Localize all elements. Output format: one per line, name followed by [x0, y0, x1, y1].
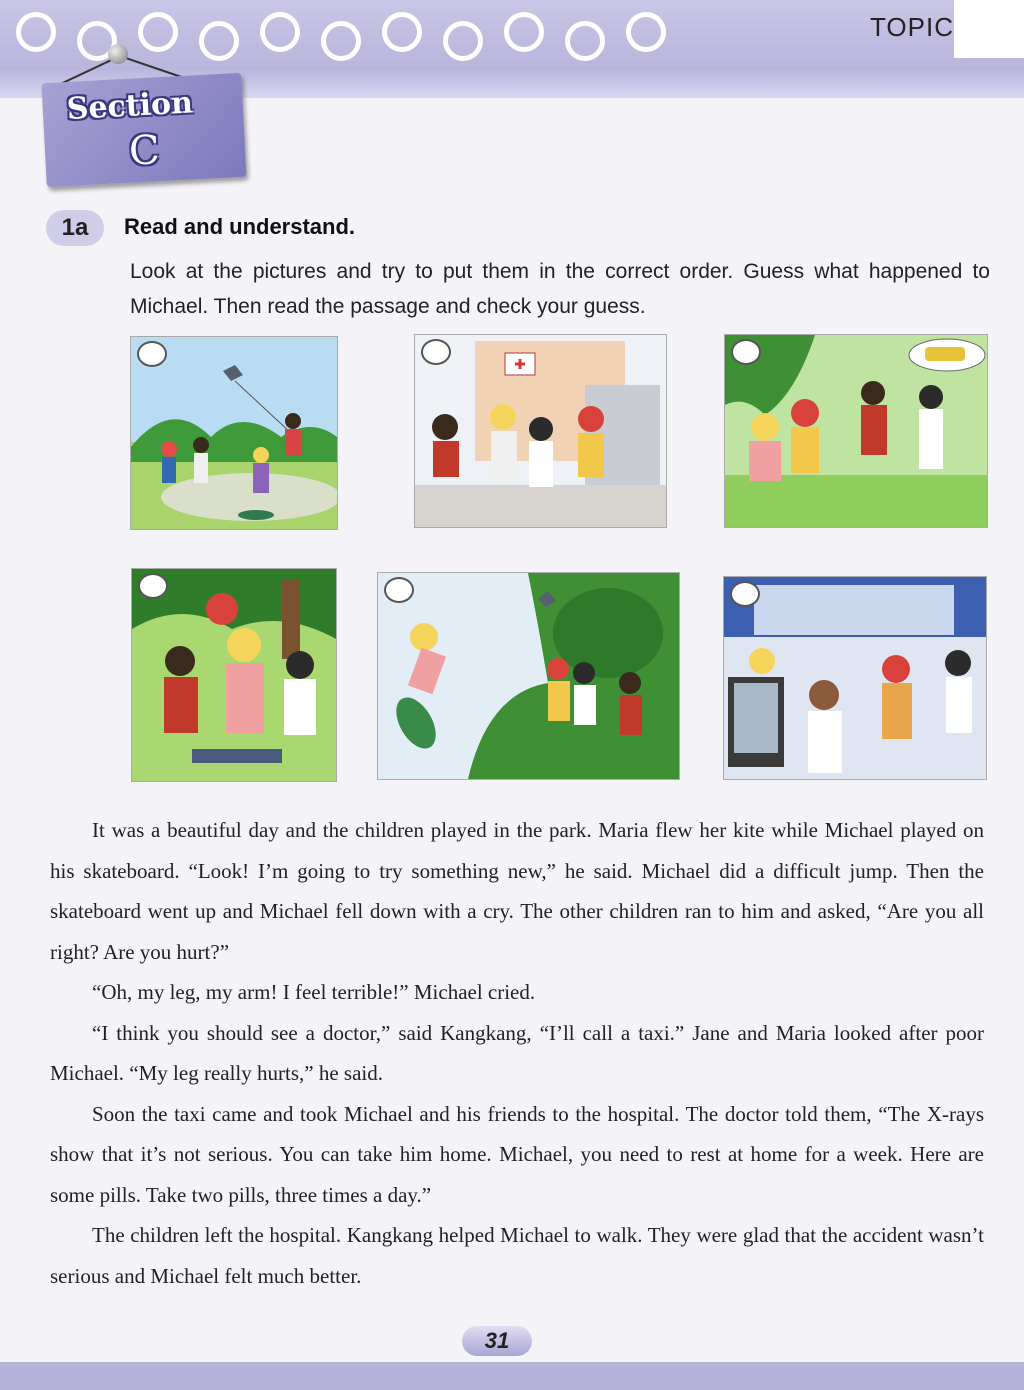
passage-paragraph: Soon the taxi came and took Michael and his friends to the hospital. The doctor told them, “The X-rays show that it’s not serious. You can take him home. Michael, you need to rest at home for a week. Here are some pills. Take two pills, three times a day.” — [50, 1101, 984, 1207]
picture-calling-taxi — [724, 334, 988, 528]
passage-paragraph: The children left the hospital. Kangkang helped Michael to walk. They were glad that the accident wasn’t serious and Michael felt much better. — [50, 1223, 984, 1288]
answer-circle[interactable] — [731, 339, 761, 365]
picture-leaving-hospital — [414, 334, 667, 528]
section-letter: C — [127, 127, 161, 175]
section-sign — [41, 73, 246, 187]
topic-number-box — [954, 0, 1024, 58]
picture-doctor-xray — [723, 576, 987, 780]
answer-circle[interactable] — [730, 581, 760, 607]
passage-paragraph: It was a beautiful day and the children played in the park. Maria flew her kite while Michael played on his skateboard. “Look! I’m going to try something new,” he said. Michael did a difficult jump. Then the skateboard went up and Michael fell down with a cry. The other children ran to him and asked, “Are you all right? Are you hurt?” — [50, 818, 984, 964]
answer-circle[interactable] — [384, 577, 414, 603]
exercise-instruction: Look at the pictures and try to put them in the correct order. Guess what happened to Michael. Then read the passage and check your guess. — [130, 260, 990, 318]
doctor-xray-illustration — [724, 577, 986, 779]
footer-band — [0, 1362, 1024, 1390]
exercise-number: 1a — [46, 210, 104, 246]
answer-circle[interactable] — [137, 341, 167, 367]
answer-circle[interactable] — [421, 339, 451, 365]
pin-icon — [108, 44, 128, 64]
picture-friends-helping — [131, 568, 337, 782]
topic-label: TOPIC — [870, 12, 954, 42]
skateboard-fall-illustration — [378, 573, 679, 779]
leaving-hospital-illustration — [415, 335, 666, 527]
passage-paragraph: “Oh, my leg, my arm! I feel terrible!” Michael cried. — [92, 980, 536, 1004]
park-kite-illustration — [131, 337, 337, 529]
page-number: 31 — [462, 1326, 532, 1356]
exercise-title: Read and understand. — [124, 214, 356, 239]
reading-passage — [50, 810, 984, 1296]
answer-circle[interactable] — [138, 573, 168, 599]
picture-park-kite — [130, 336, 338, 530]
friends-helping-illustration — [132, 569, 336, 781]
section-word: Section — [65, 85, 194, 127]
passage-paragraph: “I think you should see a doctor,” said Kangkang, “I’ll call a taxi.” Jane and Maria looked after poor Michael. “My leg really hurts,” he said. — [50, 1020, 984, 1085]
calling-taxi-illustration — [725, 335, 987, 527]
picture-skateboard-fall — [377, 572, 680, 780]
